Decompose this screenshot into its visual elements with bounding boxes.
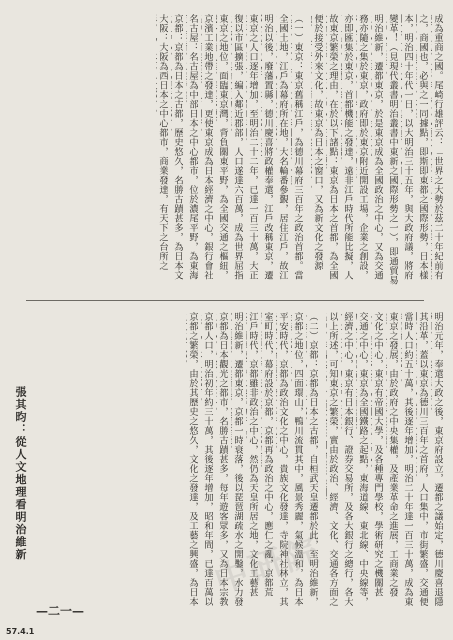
date-stamp: 57.4.1 xyxy=(6,627,35,636)
text-column: 便於接受外來文化，故東京為日本之窗口，又為新文化之發源 xyxy=(312,14,323,271)
text-column: 復以市區擴張，編入鄰近郡部，人口遂達六百萬，成為世界屈指 xyxy=(232,14,243,280)
text-column: 文化之中心，東京有帝國大學，及各種專門學校，學術研究之機關甚 xyxy=(372,312,383,597)
text-column: 務亦隨之集於東京，政府即於東京附近開設工場，企業之創設， xyxy=(357,14,368,280)
text-column: 大阪：大阪為西日本之中心都市，商業發達，有天下之台所之 xyxy=(157,14,168,271)
text-column: 江戶時代，京都雖非政治之中心，然仍為天皇所居之地，文化工藝甚 xyxy=(247,312,258,597)
text-column: 東京之地位，面臨東京灣，背負關東平野，為全國交通之樞紐， xyxy=(217,14,228,280)
running-title: 張其昀：從人文地理看明治維新 xyxy=(14,386,27,561)
text-column: 之，商國也，必與之一同據點，即斯即東都之國際形勢，日本樣 xyxy=(417,14,428,280)
watermark: 中研院 xyxy=(209,530,325,602)
text-column: 京都：京都為日本之古都，歷史悠久，名勝古蹟甚多，為日本文 xyxy=(172,14,183,280)
text-column: （二）京都：京都為日本之古都，自桓武天皇遷都於此，至明治維新， xyxy=(307,312,318,607)
text-column: 以上所述，可知東京之繁榮，實由於政治、經濟、文化、交通各方面之 xyxy=(327,312,338,607)
text-column: （一）東京：東京舊稱江戶，為德川幕府三百年之政治首都。當 xyxy=(292,14,303,280)
text-column: 亦即匯集於東京，首都機能之發達，遠非江戶時代所能比擬，人 xyxy=(342,14,353,280)
text-column: 全國土地，江戶為幕府所在地，大名輪番參覲，居住江戶，故江 xyxy=(277,14,288,280)
text-column: 成為重商之國。尾崎行雄評云：「世界之大勢於茲二十年紀前有 xyxy=(432,14,443,280)
text-column: 明治維新，遷都東京，京都一時衰落，後以琵琶湖疏水之開鑿，水力發 xyxy=(232,312,243,607)
text-column: 故東京繁榮之理由，在於以下諸點：東京為日本之首都，為全國 xyxy=(327,14,338,280)
text-column: 京都之繁榮，由於其歷史之悠久，文化之發達，及工藝之興盛，為日本 xyxy=(187,312,198,607)
text-column: 平安時代，京都為政治文化之中心，貴族文化發達，寺院神社林立，其 xyxy=(277,312,288,607)
text-column: 明治元年，奉還大政之後，東京府設立，遷都之議始定，德川慶喜退隱 xyxy=(432,312,443,607)
text-column: 本，明治四十年代一日，以大明治三十五年，與大政府議，將府 xyxy=(402,14,413,280)
text-column: 室町時代，幕府設於京都，京都再為政治之中心，應仁之亂，京都荒 xyxy=(262,312,273,597)
text-column: 京濱工業地帶之發達，更使東京成為日本經濟之中心，銀行會社 xyxy=(202,14,213,280)
text-column: 明治以後，廢藩置縣，德川慶喜將政權奉還，江戶改稱東京，遷 xyxy=(262,14,273,280)
section-divider xyxy=(26,300,424,301)
text-column: 京都之地位，四面環山，鴨川流貫其中，風景秀麗，氣候溫和，為日本 xyxy=(292,312,303,607)
text-column: 其沿革，蓋以東京為德川三百年之首府，人口集中，市街繁盛，交通便 xyxy=(417,312,428,607)
text-column: 交通之中心，東京為全國鐵路之起點，東海道線、東北線、中央線等， xyxy=(357,312,368,607)
text-column: 經濟之中心，東京有日本銀行、證券交易所，及各大銀行之總行，各大 xyxy=(342,312,353,607)
text-column: 名古屋：名古屋為中部日本之中心都市，位於濃尾平野，為東海 xyxy=(187,14,198,280)
text-column: 當時人口約五十萬，其後逐年增加，明治二十年達一百三十萬，成為東 xyxy=(402,312,413,607)
text-column: 京都為日本觀光之都市，名勝古蹟甚多，每年遊客眾多，又為日本宗教 xyxy=(217,312,228,607)
text-column: 京都人口，明治初年約三十萬，其後逐年增加，昭和年間，已達百萬以 xyxy=(202,312,213,607)
text-column: 東京之人口逐年增加，至明治二十二年，已達一百三十萬，大正 xyxy=(247,14,258,280)
text-column: 東京之發展，由於政府之中央集權，及產業革命之進展，工商業之發 xyxy=(387,312,398,597)
page-number: —二一— xyxy=(36,604,85,618)
text-column: 變革！（見現代叢書明治叢書中東新之國際形勢之一），即通貿易 xyxy=(387,14,398,285)
text-column: 明治維新，遷都東京，於是東京成為全國政治之中心，又為交通 xyxy=(372,14,383,280)
